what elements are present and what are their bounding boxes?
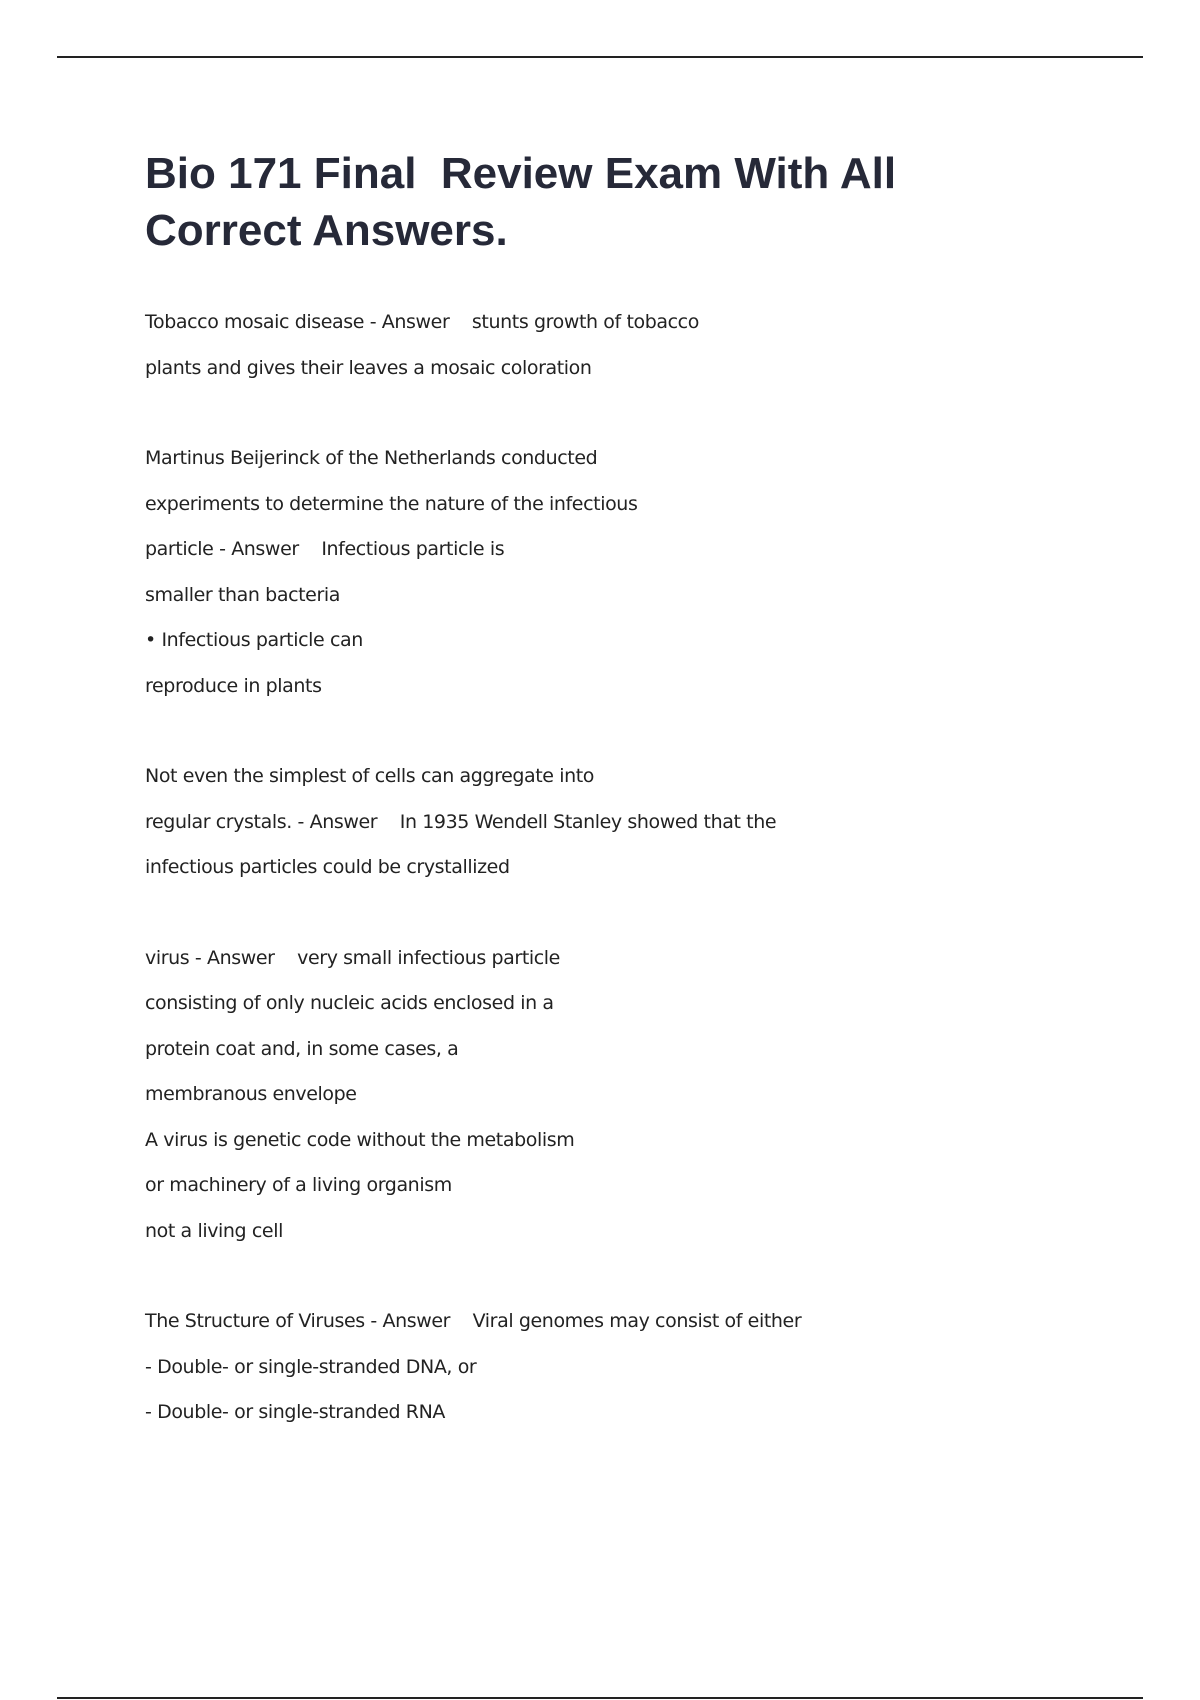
entry-line: reproduce in plants xyxy=(145,674,322,697)
entry-line: consisting of only nucleic acids enclosed in a xyxy=(145,992,554,1014)
top-rule xyxy=(57,56,1143,58)
entry-line: Tobacco mosaic disease - Answer stunts growth of tobacco xyxy=(145,311,699,333)
entry-line: The Structure of Viruses - Answer Viral genomes may consist of either xyxy=(145,1310,802,1332)
entry-line: particle - Answer Infectious particle is xyxy=(145,538,505,560)
entry-line: virus - Answer very small infectious particle xyxy=(145,946,560,969)
qa-entry xyxy=(145,754,1045,891)
document-body xyxy=(145,300,1045,1481)
document-title: Bio 171 Final Review Exam With All Correct Answers. xyxy=(145,149,909,255)
qa-entry xyxy=(145,300,1045,391)
entry-line: protein coat and, in some cases, a xyxy=(145,1037,459,1060)
entry-line: or machinery of a living organism xyxy=(145,1174,452,1196)
entry-line: membranous envelope xyxy=(145,1083,357,1105)
entry-line: experiments to determine the nature of the infectious xyxy=(145,492,638,515)
entry-line: - Double- or single-stranded DNA, or xyxy=(145,1355,477,1378)
entry-line: Martinus Beijerinck of the Netherlands conducted xyxy=(145,447,598,469)
qa-entry xyxy=(145,436,1045,709)
entry-line: plants and gives their leaves a mosaic coloration xyxy=(145,356,592,379)
entry-line: regular crystals. - Answer In 1935 Wendell Stanley showed that the xyxy=(145,810,777,833)
entry-line: - Double- or single-stranded RNA xyxy=(145,1401,446,1423)
entry-line: A virus is genetic code without the metabolism xyxy=(145,1128,575,1151)
entry-line: smaller than bacteria xyxy=(145,583,340,606)
qa-entry xyxy=(145,936,1045,1255)
qa-entry xyxy=(145,1299,1045,1436)
entry-line: Not even the simplest of cells can aggregate into xyxy=(145,765,595,787)
bottom-rule xyxy=(57,1697,1143,1699)
entry-line: • Infectious particle can xyxy=(145,629,363,651)
entry-line: not a living cell xyxy=(145,1219,283,1242)
entry-line: infectious particles could be crystallized xyxy=(145,856,510,878)
